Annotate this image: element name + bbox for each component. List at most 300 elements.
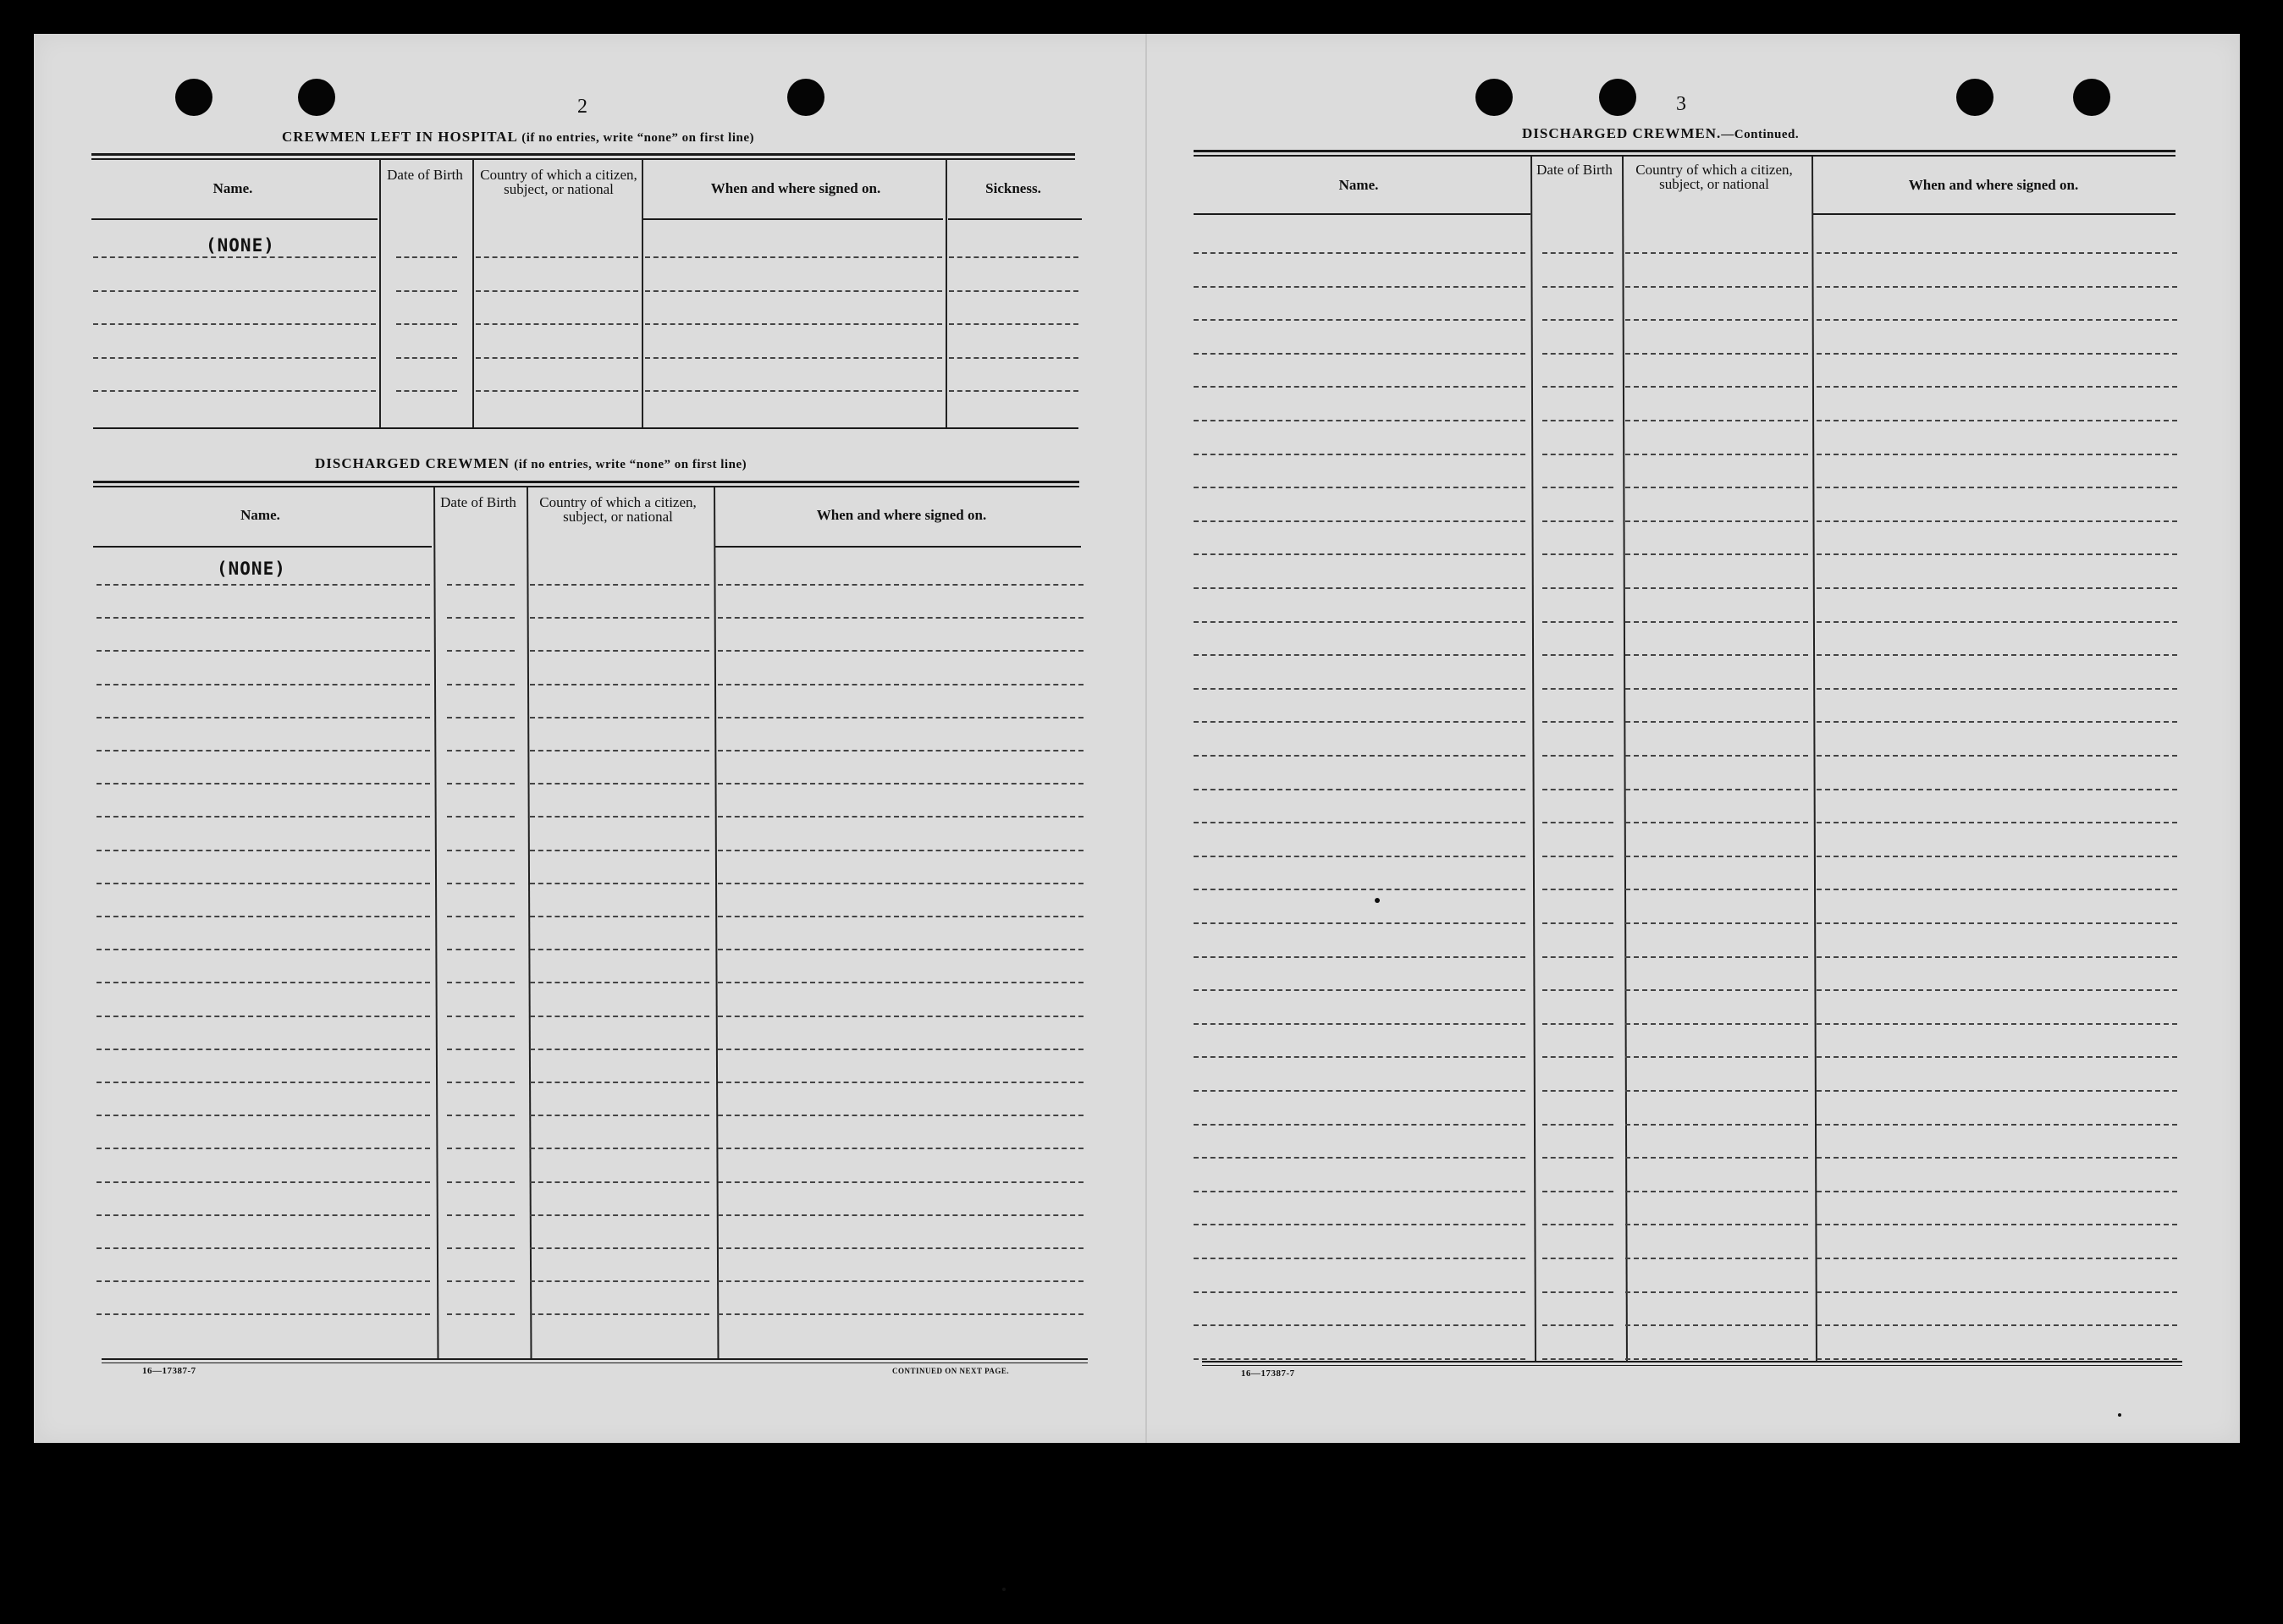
ruled-line [949,256,1078,258]
ruled-line [718,717,1084,718]
ruled-line [1625,721,1808,723]
ruled-line [1542,654,1613,656]
ruled-line [1817,1157,2177,1159]
ruled-line [396,323,457,325]
ruled-line [1817,1023,2177,1025]
ruled-line [1194,822,1525,823]
ruled-line [530,949,709,950]
page-fold [1145,34,1147,1443]
ruled-line [447,650,515,652]
ruled-line [1542,553,1613,555]
ruled-line [1625,319,1808,321]
ruled-line [1194,856,1525,857]
ruled-line [530,1214,709,1216]
ruled-line [1625,856,1808,857]
ruled-line [1542,822,1613,823]
ruled-line [1817,789,2177,790]
ruled-line [718,949,1084,950]
ruled-line [1542,520,1613,522]
ruled-line [1817,956,2177,958]
ruled-line [97,1148,430,1149]
ruled-line [1542,420,1613,421]
ruled-line [1194,252,1525,254]
ruled-line [530,982,709,983]
ruled-line [447,1016,515,1017]
ruled-line [1194,1090,1525,1092]
ruled-line [1194,1124,1525,1126]
ruled-line [447,1280,515,1282]
ruled-line [1194,1056,1525,1058]
ruled-line [97,1016,430,1017]
ruled-line [1194,789,1525,790]
column-divider [946,160,947,427]
ruled-line [718,584,1084,586]
ruled-line [1625,386,1808,388]
ruled-line [447,783,515,784]
ruled-line [1817,386,2177,388]
ruled-line [1542,1124,1613,1126]
ruled-line [447,1115,515,1116]
punch-hole [787,79,824,116]
ruled-line [1625,1258,1808,1259]
ruled-line [1194,454,1525,455]
header-underline [93,546,432,548]
ruled-line [97,883,430,884]
ruled-line [1542,1056,1613,1058]
ruled-line [1194,1224,1525,1225]
ruled-line [97,650,430,652]
ruled-line [1194,1023,1525,1025]
ruled-line [645,290,942,292]
ruled-line [718,1181,1084,1183]
ruled-line [396,290,457,292]
ruled-line [530,650,709,652]
ruled-line [1194,386,1525,388]
ruled-line [1625,1291,1808,1293]
ruled-line [530,617,709,619]
ruled-line [1194,1358,1525,1360]
ruled-line [447,982,515,983]
ruled-line [1817,454,2177,455]
ruled-line [530,850,709,851]
ruled-line [97,1082,430,1083]
ruled-line [718,1049,1084,1050]
header-underline [1813,213,2175,215]
ruled-line [97,916,430,917]
column-header-date-of-birth: Date of Birth [387,167,463,183]
ruled-line [1625,989,1808,991]
ruled-line [530,1082,709,1083]
column-header-country: Country of which a citizen, subject, or national [480,167,637,197]
ruled-line [97,1247,430,1249]
punch-hole [1956,79,1993,116]
ruled-line [1542,454,1613,455]
ruled-line [97,717,430,718]
ruled-line [1625,454,1808,455]
ruled-line [1542,353,1613,355]
ruled-line [1542,621,1613,623]
table-top-rule [91,158,1075,160]
ruled-line [93,290,376,292]
discharged-instruction: (if no entries, write “none” on first line) [514,458,747,471]
ruled-line [1542,1191,1613,1192]
column-header-sickness: Sickness. [985,180,1041,196]
ruled-line [718,684,1084,685]
hospital-instruction: (if no entries, write “none” on first line) [521,131,754,145]
ruled-line [530,717,709,718]
ruled-line [97,1280,430,1282]
ruled-line [718,916,1084,917]
ruled-line [1625,688,1808,690]
ruled-line [1625,1090,1808,1092]
ruled-line [1194,353,1525,355]
discharged-section-title [315,455,747,472]
ruled-line [1817,1124,2177,1126]
ruled-line [1194,1324,1525,1326]
ruled-line [1817,889,2177,890]
ruled-line [447,1181,515,1183]
table-top-rule [1194,150,2175,152]
ruled-line [97,850,430,851]
ruled-line [1817,688,2177,690]
hospital-entry-none: (NONE) [206,235,275,256]
ruled-line [1194,654,1525,656]
ruled-line [1817,755,2177,757]
page-number: 3 [1676,93,1686,115]
header-underline [948,218,1082,220]
ink-speck [2118,1413,2121,1417]
ruled-line [949,357,1078,359]
ruled-line [1625,587,1808,589]
ruled-line [447,717,515,718]
ruled-line [1625,755,1808,757]
ruled-line [1625,420,1808,421]
ruled-line [1625,520,1808,522]
table-top-rule [1194,155,2175,157]
table-top-rule [93,481,1079,483]
table-top-rule [91,153,1075,156]
ruled-line [1625,487,1808,488]
ruled-line [396,357,457,359]
ruled-line [530,750,709,751]
ruled-line [1817,286,2177,288]
ruled-line [1194,286,1525,288]
ruled-line [1542,1157,1613,1159]
ruled-line [1194,721,1525,723]
ruled-line [1817,1324,2177,1326]
column-header-signed-on: When and where signed on. [710,180,881,196]
punch-hole [298,79,335,116]
ruled-line [1542,1291,1613,1293]
ruled-line [718,1115,1084,1116]
ruled-line [1817,654,2177,656]
ruled-line [1542,1023,1613,1025]
ruled-line [1194,1157,1525,1159]
ruled-line [1625,922,1808,924]
ruled-line [447,1214,515,1216]
ruled-line [1542,1324,1613,1326]
ruled-line [1625,1191,1808,1192]
ruled-line [645,357,942,359]
ruled-line [97,684,430,685]
ruled-line [1194,487,1525,488]
header-underline [91,218,378,220]
ruled-line [97,584,430,586]
form-number: 16—17387-7 [142,1366,196,1376]
ruled-line [1817,353,2177,355]
ruled-line [530,816,709,818]
ruled-line [645,323,942,325]
ruled-line [1542,688,1613,690]
ruled-line [447,816,515,818]
ruled-line [1817,1056,2177,1058]
ruled-line [1542,386,1613,388]
ruled-line [447,1247,515,1249]
ruled-line [530,783,709,784]
ruled-line [1194,587,1525,589]
ruled-line [1194,922,1525,924]
ruled-line [718,783,1084,784]
ruled-line [718,617,1084,619]
ruled-line [1817,520,2177,522]
ruled-line [718,1016,1084,1017]
column-header-date-of-birth: Date of Birth [440,494,516,510]
ruled-line [447,850,515,851]
column-header-date-of-birth: Date of Birth [1536,162,1613,178]
column-header-signed-on: When and where signed on. [1908,177,2079,193]
ruled-line [1194,956,1525,958]
ruled-line [476,256,638,258]
ruled-line [1542,487,1613,488]
ruled-line [97,1214,430,1216]
ruled-line [718,816,1084,818]
ruled-line [530,1049,709,1050]
document-sheet [34,34,2240,1443]
ruled-line [530,1313,709,1315]
ruled-line [1817,721,2177,723]
ruled-line [530,883,709,884]
ruled-line [1817,856,2177,857]
ruled-line [93,390,376,392]
ruled-line [1542,922,1613,924]
header-underline [715,546,1081,548]
right-title-text: DISCHARGED CREWMEN. [1522,125,1722,141]
ruled-line [530,1148,709,1149]
ruled-line [1817,1191,2177,1192]
ruled-line [1194,688,1525,690]
ruled-line [1625,1056,1808,1058]
column-header-country: Country of which a citizen, subject, or national [539,494,697,525]
column-header-name: Name. [212,180,253,196]
column-header-signed-on: When and where signed on. [816,507,987,523]
ruled-line [530,1016,709,1017]
ruled-line [1817,1291,2177,1293]
ruled-line [1625,286,1808,288]
ruled-line [718,1148,1084,1149]
ruled-line [1817,587,2177,589]
ruled-line [97,1049,430,1050]
punch-hole [1475,79,1513,116]
ruled-line [530,684,709,685]
table-bottom-rule [93,427,1078,429]
column-divider [379,160,381,427]
ruled-line [93,357,376,359]
ruled-line [949,390,1078,392]
ruled-line [1625,889,1808,890]
ruled-line [1542,889,1613,890]
ruled-line [1625,353,1808,355]
discharged-entry-none: (NONE) [217,559,286,579]
ruled-line [1817,822,2177,823]
ruled-line [1194,989,1525,991]
ruled-line [530,584,709,586]
ruled-line [1625,1324,1808,1326]
punch-hole [2073,79,2110,116]
ruled-line [1625,252,1808,254]
column-divider [472,160,474,427]
ruled-line [1542,1090,1613,1092]
header-underline [1194,213,1530,215]
ruled-line [1194,520,1525,522]
ruled-line [1194,621,1525,623]
ruled-line [447,883,515,884]
ruled-line [476,290,638,292]
ruled-line [1817,487,2177,488]
right-title-suffix: —Continued. [1721,128,1800,141]
ruled-line [1542,587,1613,589]
ruled-line [476,323,638,325]
ruled-line [1817,989,2177,991]
ruled-line [1625,1358,1808,1360]
ruled-line [1194,319,1525,321]
ruled-line [476,390,638,392]
ruled-line [396,390,457,392]
ruled-line [1625,621,1808,623]
ruled-line [97,1115,430,1116]
hospital-title-text: CREWMEN LEFT IN HOSPITAL [282,129,517,145]
ruled-line [1817,319,2177,321]
ruled-line [1194,755,1525,757]
ruled-line [1194,420,1525,421]
ruled-line [93,256,376,258]
ruled-line [97,1313,430,1315]
ruled-line [447,1148,515,1149]
ruled-line [97,1181,430,1183]
right-section-title [1522,125,1799,142]
ruled-line [1542,319,1613,321]
ruled-line [1817,1358,2177,1360]
discharged-title-text: DISCHARGED CREWMEN [315,455,510,471]
ruled-line [1542,286,1613,288]
ruled-line [530,1115,709,1116]
ruled-line [1625,1157,1808,1159]
ruled-line [645,390,942,392]
ruled-line [97,982,430,983]
ruled-line [530,1181,709,1183]
ruled-line [447,684,515,685]
ruled-line [447,1082,515,1083]
ruled-line [1625,822,1808,823]
table-bottom-rule [1202,1361,2182,1363]
ruled-line [1817,252,2177,254]
ruled-line [1625,1224,1808,1225]
ruled-line [1625,789,1808,790]
ruled-line [97,750,430,751]
ruled-line [1542,755,1613,757]
ruled-line [447,1313,515,1315]
ruled-line [718,850,1084,851]
punch-hole [175,79,212,116]
ruled-line [97,783,430,784]
ruled-line [396,256,457,258]
ruled-line [1542,252,1613,254]
ruled-line [530,1280,709,1282]
ruled-line [1542,989,1613,991]
ruled-line [1817,621,2177,623]
ruled-line [1542,721,1613,723]
ruled-line [1625,956,1808,958]
ruled-line [1817,922,2177,924]
ruled-line [1817,1224,2177,1225]
table-bottom-rule [102,1358,1088,1360]
ruled-line [1542,1258,1613,1259]
ruled-line [447,617,515,619]
ruled-line [1625,553,1808,555]
ruled-line [718,1082,1084,1083]
hospital-section-title [282,129,754,146]
ruled-line [718,1214,1084,1216]
ruled-line [1625,654,1808,656]
ruled-line [447,949,515,950]
continued-note: CONTINUED ON NEXT PAGE. [892,1367,1010,1375]
table-top-rule [93,486,1079,487]
ink-speck [1002,1588,1006,1591]
ruled-line [718,982,1084,983]
ruled-line [1194,1291,1525,1293]
ruled-line [718,650,1084,652]
ruled-line [1817,1258,2177,1259]
ruled-line [97,949,430,950]
ruled-line [718,1313,1084,1315]
ruled-line [718,1247,1084,1249]
punch-hole [1599,79,1636,116]
column-header-country: Country of which a citizen, subject, or national [1635,162,1793,192]
ruled-line [97,617,430,619]
ink-speck [1375,898,1380,903]
ruled-line [1625,1023,1808,1025]
ruled-line [1194,1258,1525,1259]
ruled-line [949,290,1078,292]
form-number: 16—17387-7 [1241,1368,1295,1379]
ruled-line [1542,1224,1613,1225]
ruled-line [645,256,942,258]
ruled-line [1542,856,1613,857]
ruled-line [949,323,1078,325]
ruled-line [530,916,709,917]
ruled-line [1194,889,1525,890]
ruled-line [1542,956,1613,958]
page-number: 2 [577,96,587,118]
ruled-line [1817,420,2177,421]
ruled-line [97,816,430,818]
ruled-line [1542,1358,1613,1360]
ruled-line [447,1049,515,1050]
ruled-line [718,883,1084,884]
ruled-line [93,323,376,325]
column-header-name: Name. [240,507,280,523]
ruled-line [1817,1090,2177,1092]
ruled-line [447,916,515,917]
